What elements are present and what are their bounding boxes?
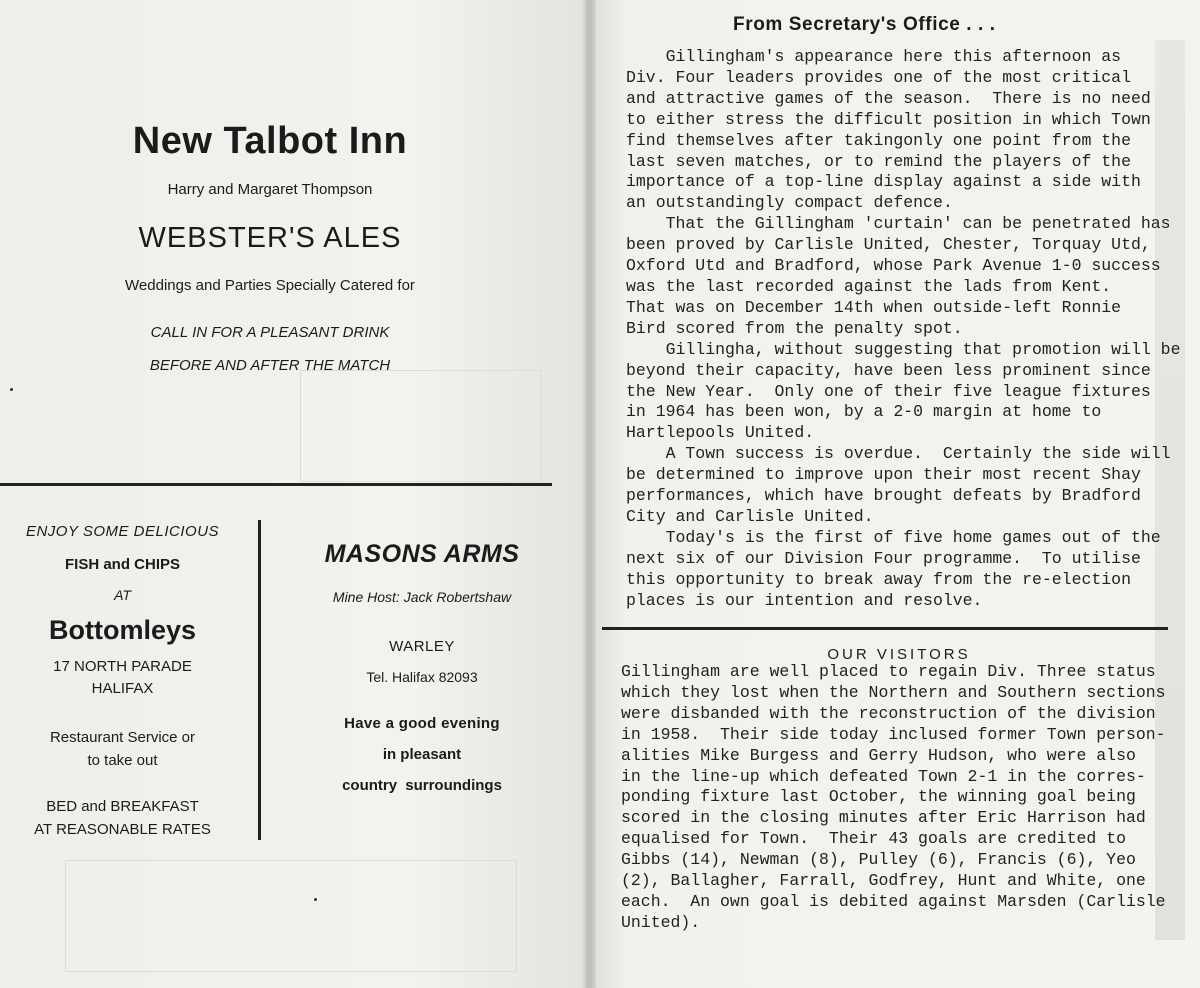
enjoy-line: ENJOY SOME DELICIOUS (25, 523, 220, 540)
bed-line-1: BED and BREAKFAST (46, 798, 199, 815)
show-through-box (65, 860, 517, 972)
masons-arms-ad (272, 540, 572, 794)
country-line: country surroundings (342, 777, 502, 794)
secretary-heading: From Secretary's Office . . . (733, 14, 996, 35)
bed-and-breakfast (0, 795, 245, 841)
weddings-line: Weddings and Parties Specially Catered for (125, 277, 415, 294)
before-after-line: BEFORE AND AFTER THE MATCH (149, 357, 391, 374)
address-line-1: 17 NORTH PARADE (53, 658, 192, 675)
masons-telephone: Tel. Halifax 82093 (366, 669, 478, 685)
restaurant-service (0, 726, 245, 772)
fish-and-chips: FISH and CHIPS (64, 556, 180, 573)
visitors-article: Gillingham are well placed to regain Div. Three status which they lost when the Northern and Southern sections were disbanded with the reconstruction of the division in 1958. Their side today inclused former Town person- alities Mike Burgess and Gerry Hudson, who were also in the line-up which defeated Town 2-1 in the corres- ponding fixture last October, the winning goal being scored in the closing minutes after Eric Harrison had equalised for Town. Their 43 goals are credited to Gibbs (14), Newman (8), Pulley (6), Francis (6), Yeo (2), Ballagher, Farrall, Godfrey, Hunt and White, one each. An own goal is debited against Marsden (Carlisle United). (621, 662, 1166, 932)
our-visitors-heading: OUR VISITORS (827, 646, 971, 663)
bottomleys-ad (0, 520, 245, 841)
secretary-article: Gillingham's appearance here this afternoon as Div. Four leaders provides one of the most critical and attractive games of the season. There is no need to either stress the difficult position in which Town find themselves after takingonly one point from the last seven matches, or to remind the players of the importance of a top-line display against a side with an outstandingly compact defence. That the Gillingham 'curtain' can be penetrated has been proved by Carlisle United, Chester, Torquay Utd, Oxford Utd and Bradford, whose Park Avenue 1-0 success was the last recorded against the lads from Kent. That was on December 14th when outside-left Ronnie Bird scored from the penalty spot. Gillingha, without suggesting that promotion will be beyond their capacity, have been less prominent since the New Year. Only one of their five league fixtures in 1964 has been won, by a 2-0 margin at home to Hartlepools United. A Town success is overdue. Certainly the side will be determined to improve upon their most recent Shay performances, which have brought defeats by Bradford City and Carlisle United. Today's is the first of five home games out of the next six of our Division Four programme. To utilise this opportunity to break away from the re-election places is our intention and resolve. (626, 47, 1181, 610)
speck (314, 898, 317, 901)
speck (10, 388, 13, 391)
talbot-inn-name: New Talbot Inn (132, 120, 408, 162)
page-fold (582, 0, 596, 988)
bed-line-2: AT REASONABLE RATES (34, 821, 211, 838)
masons-arms-name: MASONS ARMS (324, 540, 520, 568)
restaurant-line-1: Restaurant Service or (49, 729, 196, 746)
restaurant-line-2: to take out (87, 752, 158, 769)
mine-host: Mine Host: Jack Robertshaw (332, 589, 512, 605)
websters-ales: WEBSTER'S ALES (138, 222, 402, 254)
vertical-divider (258, 520, 261, 840)
talbot-inn-ad (0, 110, 540, 374)
bottomleys-address (0, 656, 245, 700)
pleasant-line: in pleasant (382, 746, 462, 763)
show-through-text (20, 50, 560, 90)
masons-town: WARLEY (389, 638, 455, 655)
left-page (0, 0, 588, 988)
talbot-hosts: Harry and Margaret Thompson (167, 181, 373, 198)
call-in-line: CALL IN FOR A PLEASANT DRINK (150, 324, 390, 341)
good-evening-line: Have a good evening (344, 715, 500, 732)
show-through-box (300, 370, 542, 482)
address-line-2: HALIFAX (91, 680, 154, 697)
at-line: AT (114, 587, 131, 603)
bottomleys-name: Bottomleys (48, 615, 197, 645)
horizontal-divider (0, 483, 552, 486)
